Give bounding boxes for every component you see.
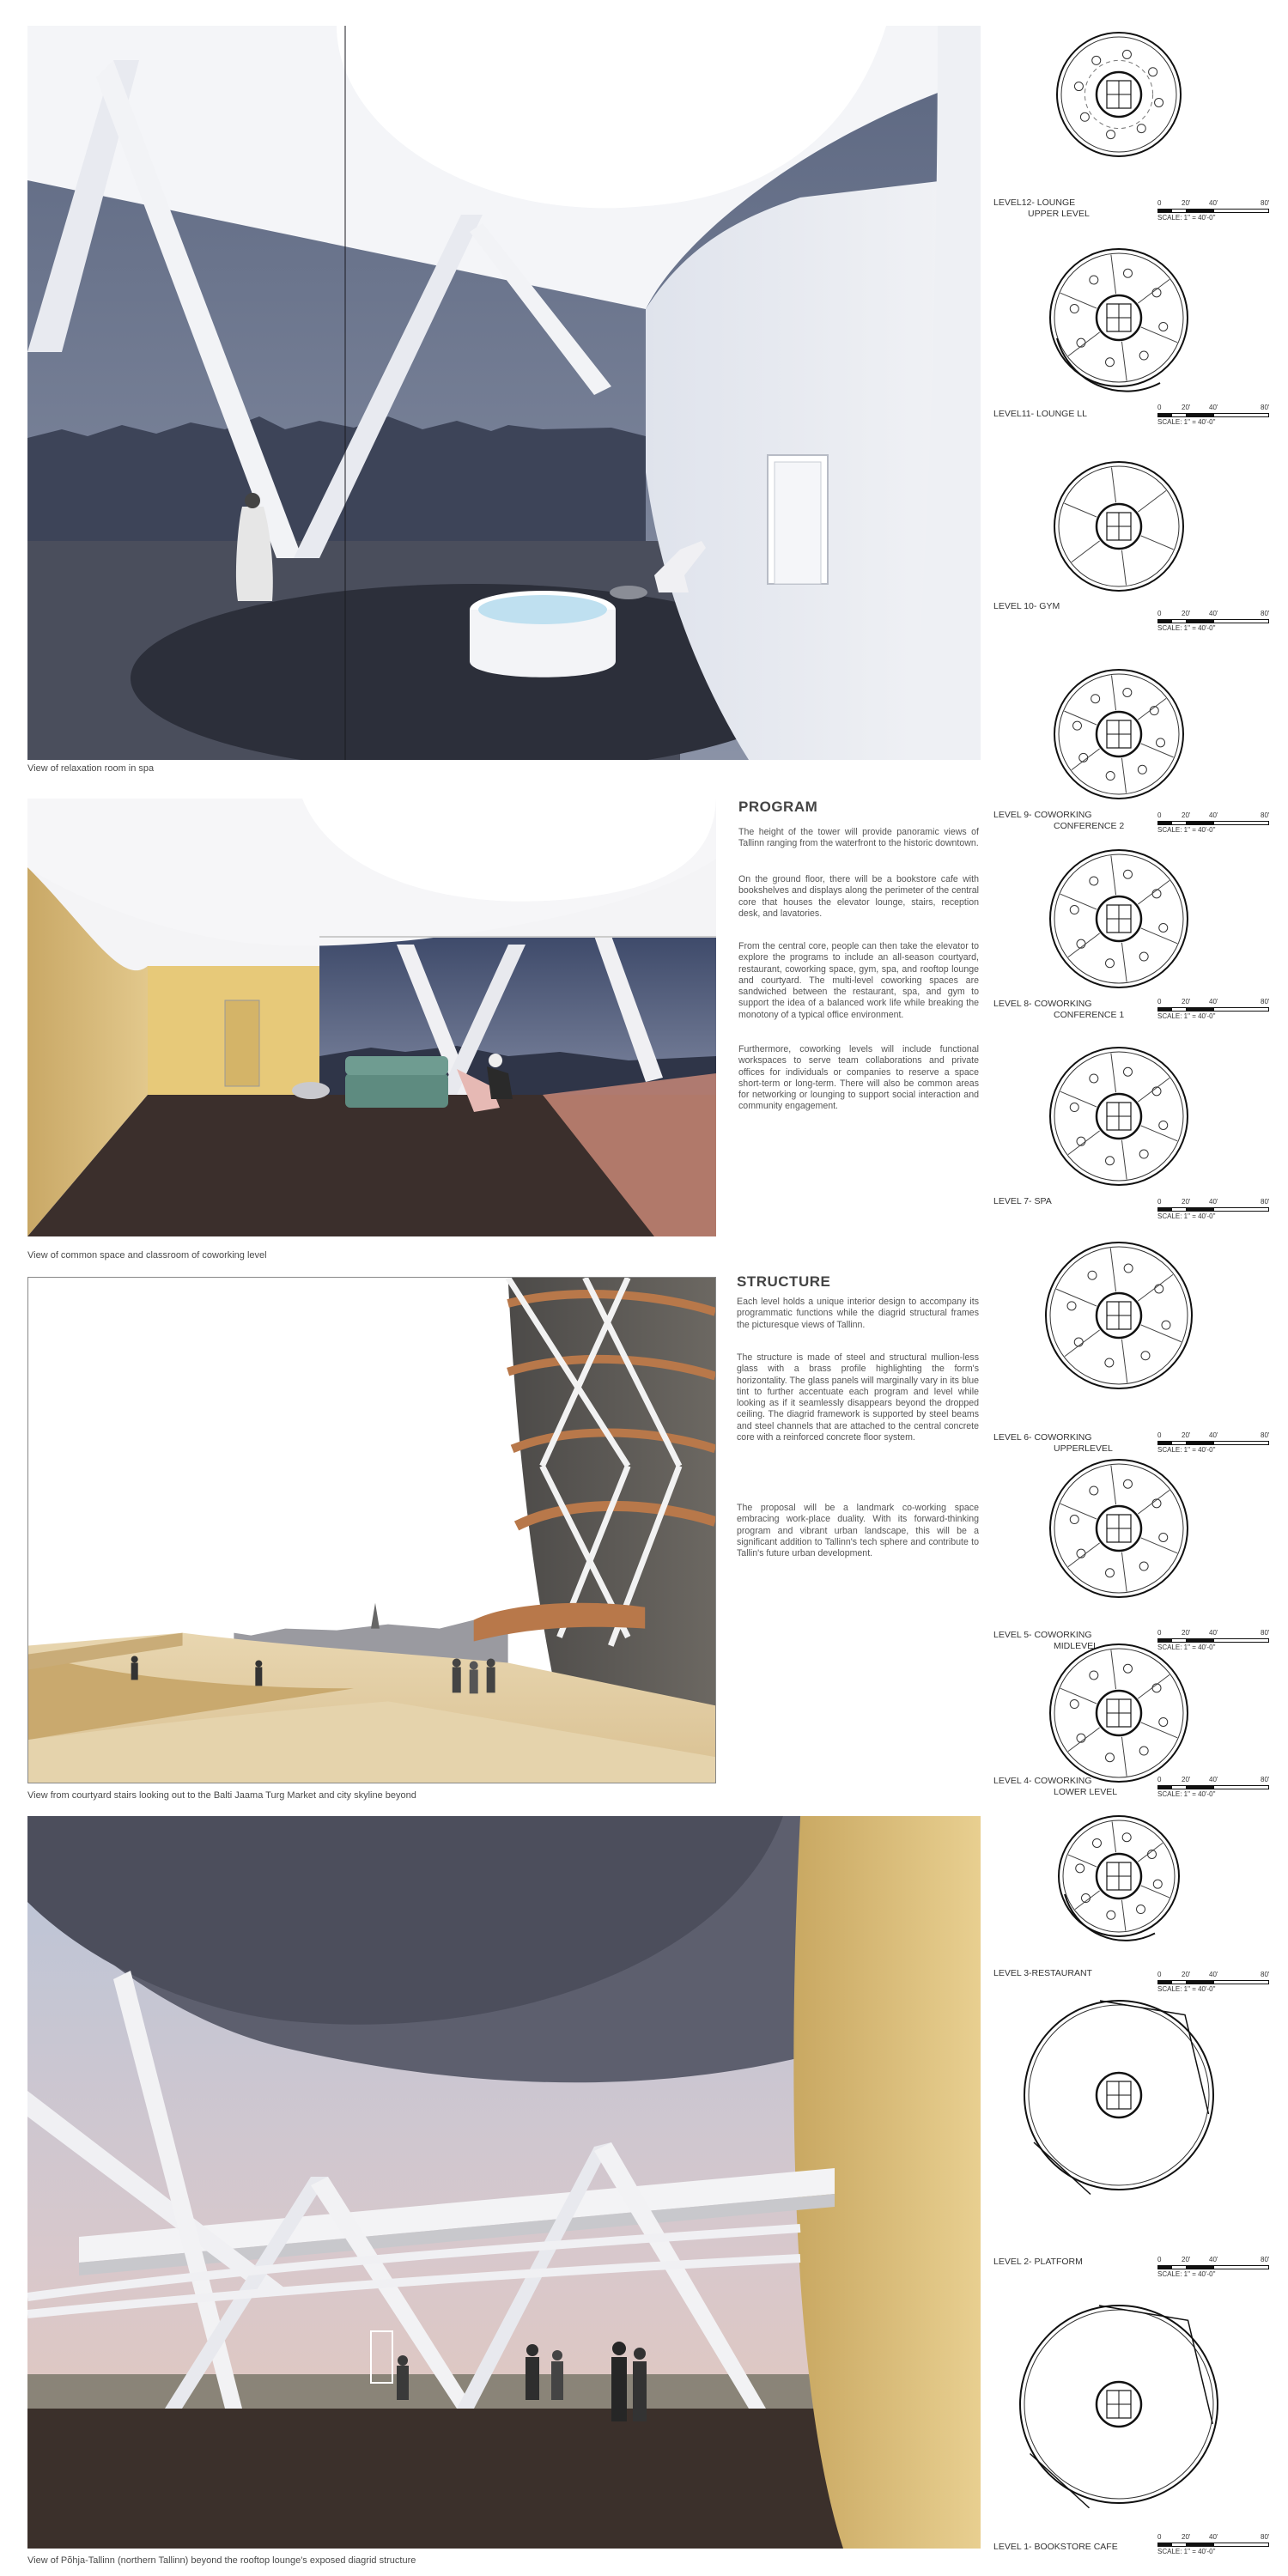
- floor-plan-label-line1: LEVEL11- LOUNGE LL: [993, 409, 1087, 419]
- scale-tick-label: 40': [1209, 811, 1218, 819]
- floor-plan-label-4: [993, 1776, 1117, 1798]
- scale-tick-label: 40': [1209, 1198, 1218, 1206]
- floor-plan-label-8: [993, 999, 1124, 1021]
- structure-paragraph-3: The proposal will be a landmark co-working space embracing work-place duality. With its forward-thinking program and vibrant urban landscape, this will be a significant addition to Tallinn's tech sphere and contribute to Tallin's future urban development.: [737, 1503, 979, 1559]
- scale-bar: [1157, 2533, 1269, 2555]
- program-heading: PROGRAM: [738, 799, 818, 815]
- scale-tick-label: 0: [1157, 811, 1162, 819]
- scale-bar: [1157, 610, 1269, 632]
- scale-bar-numbers: [1157, 1776, 1269, 1784]
- floor-plan-label-line1: LEVEL 2- PLATFORM: [993, 2257, 1083, 2267]
- scale-bar-numbers: [1157, 1431, 1269, 1440]
- scale-bar-text: SCALE: 1" = 40'-0": [1157, 826, 1216, 834]
- scale-bar-text: SCALE: 1" = 40'-0": [1157, 2548, 1216, 2555]
- scale-tick-label: 20': [1182, 1198, 1191, 1206]
- scale-bar-text: SCALE: 1" = 40'-0": [1157, 1790, 1216, 1798]
- floor-plan-label-line2: UPPER LEVEL: [1028, 209, 1090, 219]
- scale-tick-label: 20': [1182, 2256, 1191, 2263]
- scale-bar-numbers: [1157, 2533, 1269, 2542]
- floor-plan-label-9: [993, 810, 1124, 832]
- floor-plan-label-7: [993, 1196, 1052, 1207]
- floor-plan-drawing-11: [1033, 232, 1205, 404]
- scale-bar-text: SCALE: 1" = 40'-0": [1157, 418, 1216, 426]
- scale-tick-label: 20': [1182, 1629, 1191, 1637]
- floor-plan-label-line2: UPPERLEVEL: [1054, 1443, 1113, 1454]
- scale-bar-graphic: [1157, 821, 1269, 825]
- scale-tick-label: 40': [1209, 2533, 1218, 2541]
- scale-tick-label: 20': [1182, 404, 1191, 411]
- scale-tick-label: 0: [1157, 1776, 1162, 1783]
- scale-bar: [1157, 1776, 1269, 1798]
- scale-bar-numbers: [1157, 199, 1269, 208]
- floor-plan-label-line2: CONFERENCE 1: [1054, 1010, 1125, 1020]
- spa-render: [27, 26, 981, 760]
- scale-tick-label: 40': [1209, 1629, 1218, 1637]
- scale-bar: [1157, 811, 1269, 834]
- floor-plan-label-line1: LEVEL 8- COWORKING: [993, 999, 1092, 1009]
- scale-tick-label: 20': [1182, 811, 1191, 819]
- floor-plan-label-2: [993, 2257, 1083, 2268]
- courtyard-render: [27, 1277, 716, 1783]
- scale-bar-text: SCALE: 1" = 40'-0": [1157, 2270, 1216, 2278]
- floor-plan-label-line2: CONFERENCE 2: [1054, 821, 1125, 831]
- scale-tick-label: 0: [1157, 1198, 1162, 1206]
- courtyard-caption: View from courtyard stairs looking out to the Balti Jaama Turg Market and city skyline beyond: [27, 1790, 416, 1801]
- scale-tick-label: 0: [1157, 2256, 1162, 2263]
- floor-plan-label-3: [993, 1968, 1092, 1979]
- scale-tick-label: 0: [1157, 998, 1162, 1005]
- floor-plan-drawing-9: [1037, 653, 1200, 816]
- scale-bar-numbers: [1157, 610, 1269, 618]
- scale-bar-text: SCALE: 1" = 40'-0": [1157, 1985, 1216, 1993]
- scale-bar-text: SCALE: 1" = 40'-0": [1157, 624, 1216, 632]
- scale-bar-numbers: [1157, 404, 1269, 412]
- scale-bar: [1157, 404, 1269, 426]
- scale-tick-label: 0: [1157, 1431, 1162, 1439]
- floor-plan-drawing-12: [1040, 15, 1198, 173]
- scale-bar-numbers: [1157, 1971, 1269, 1979]
- floor-plan-label-line1: LEVEL 10- GYM: [993, 601, 1060, 611]
- floor-plan-label-line1: LEVEL 1- BOOKSTORE CAFE: [993, 2542, 1118, 2552]
- scale-tick-label: 40': [1209, 1971, 1218, 1978]
- scale-tick-label: 0: [1157, 610, 1162, 617]
- scale-tick-label: 80': [1261, 1431, 1270, 1439]
- floor-plan-label-1: [993, 2542, 1118, 2553]
- scale-tick-label: 20': [1182, 1971, 1191, 1978]
- program-paragraph-3: From the central core, people can then take the elevator to explore the programs to include an all-season courtyard, restaurant, coworking space, gym, spa, and rooftop lounge and courtyard. The multi-level coworking spaces are sandwiched between the restaurant, spa, and gym to support the idea of a balanced work life while breaking the monotony of a typical office environment.: [738, 941, 979, 1020]
- scale-bar-graphic: [1157, 2543, 1269, 2547]
- scale-bar-numbers: [1157, 1198, 1269, 1206]
- floor-plan-drawing-1: [1003, 2288, 1235, 2520]
- scale-tick-label: 0: [1157, 199, 1162, 207]
- rooftop-caption: View of Põhja-Tallinn (northern Tallinn) beyond the rooftop lounge's exposed diagrid structure: [27, 2555, 416, 2566]
- floor-plan-drawing-2: [1007, 1984, 1230, 2207]
- scale-bar-graphic: [1157, 1207, 1269, 1212]
- floor-plan-label-line1: LEVEL 3-RESTAURANT: [993, 1968, 1092, 1978]
- scale-bar: [1157, 2256, 1269, 2278]
- coworking-caption: View of common space and classroom of coworking level: [27, 1250, 267, 1261]
- scale-tick-label: 80': [1261, 811, 1270, 819]
- scale-tick-label: 40': [1209, 998, 1218, 1005]
- program-paragraph-4: Furthermore, coworking levels will include functional workspaces to serve team collaborations and private offices for individuals or companies to reserve a space short-term or long-term. There will also be common areas for networking or lounging to support social interaction and community engagement.: [738, 1044, 979, 1112]
- floor-plan-label-line2: LOWER LEVEL: [1054, 1787, 1118, 1797]
- scale-tick-label: 80': [1261, 1971, 1270, 1978]
- floor-plan-label-12: [993, 197, 1090, 220]
- scale-bar-graphic: [1157, 1785, 1269, 1789]
- floor-plan-label-11: [993, 409, 1087, 420]
- scale-tick-label: 80': [1261, 1629, 1270, 1637]
- scale-tick-label: 20': [1182, 998, 1191, 1005]
- floor-plan-label-line1: LEVEL 6- COWORKING: [993, 1432, 1092, 1443]
- scale-tick-label: 20': [1182, 199, 1191, 207]
- structure-paragraph-1: Each level holds a unique interior design to accompany its programmatic functions while the diagrid structural frames the picturesque views of Tallinn.: [737, 1297, 979, 1330]
- scale-tick-label: 80': [1261, 998, 1270, 1005]
- floor-plan-drawing-5: [1033, 1443, 1205, 1614]
- program-paragraph-1: The height of the tower will provide panoramic views of Tallinn ranging from the waterfront to the historic downtown.: [738, 827, 979, 849]
- coworking-render: [27, 799, 716, 1236]
- scale-tick-label: 40': [1209, 610, 1218, 617]
- scale-bar-numbers: [1157, 998, 1269, 1006]
- scale-tick-label: 80': [1261, 1198, 1270, 1206]
- structure-heading: STRUCTURE: [737, 1273, 831, 1290]
- scale-bar-graphic: [1157, 413, 1269, 417]
- floor-plan-drawing-8: [1033, 833, 1205, 1005]
- scale-tick-label: 40': [1209, 1431, 1218, 1439]
- floor-plan-drawing-4: [1033, 1627, 1205, 1799]
- scale-tick-label: 40': [1209, 2256, 1218, 2263]
- floor-plan-drawing-7: [1033, 1030, 1205, 1202]
- scale-bar-text: SCALE: 1" = 40'-0": [1157, 1446, 1216, 1454]
- scale-bar-graphic: [1157, 2265, 1269, 2269]
- floor-plan-label-line1: LEVEL12- LOUNGE: [993, 197, 1076, 208]
- scale-bar: [1157, 998, 1269, 1020]
- floor-plan-label-line2: MIDLEVEL: [1054, 1641, 1098, 1651]
- scale-bar-numbers: [1157, 2256, 1269, 2264]
- scale-bar-text: SCALE: 1" = 40'-0": [1157, 1212, 1216, 1220]
- scale-tick-label: 80': [1261, 404, 1270, 411]
- scale-tick-label: 20': [1182, 1776, 1191, 1783]
- scale-bar-graphic: [1157, 619, 1269, 623]
- scale-tick-label: 80': [1261, 2533, 1270, 2541]
- scale-bar-text: SCALE: 1" = 40'-0": [1157, 1012, 1216, 1020]
- scale-tick-label: 20': [1182, 610, 1191, 617]
- scale-bar-text: SCALE: 1" = 40'-0": [1157, 214, 1216, 222]
- scale-bar-numbers: [1157, 811, 1269, 820]
- scale-tick-label: 0: [1157, 1971, 1162, 1978]
- scale-tick-label: 40': [1209, 199, 1218, 207]
- scale-tick-label: 20': [1182, 1431, 1191, 1439]
- floor-plan-label-line1: LEVEL 5- COWORKING: [993, 1630, 1092, 1640]
- floor-plan-drawing-6: [1029, 1225, 1209, 1406]
- scale-bar-graphic: [1157, 209, 1269, 213]
- scale-tick-label: 0: [1157, 2533, 1162, 2541]
- scale-tick-label: 80': [1261, 199, 1270, 207]
- floor-plan-drawing-3: [1042, 1799, 1196, 1953]
- spa-caption: View of relaxation room in spa: [27, 763, 155, 774]
- scale-tick-label: 40': [1209, 1776, 1218, 1783]
- floor-plan-label-line1: LEVEL 7- SPA: [993, 1196, 1052, 1206]
- scale-tick-label: 80': [1261, 1776, 1270, 1783]
- scale-bar: [1157, 1198, 1269, 1220]
- scale-bar-text: SCALE: 1" = 40'-0": [1157, 1643, 1216, 1651]
- floor-plan-label-10: [993, 601, 1060, 612]
- scale-tick-label: 0: [1157, 404, 1162, 411]
- program-paragraph-2: On the ground floor, there will be a bookstore cafe with bookshelves and displays along the perimeter of the central core that houses the elevator lounge, stairs, reception desk, and lavatories.: [738, 874, 979, 919]
- floor-plan-label-line1: LEVEL 4- COWORKING: [993, 1776, 1092, 1786]
- scale-bar-graphic: [1157, 1007, 1269, 1012]
- scale-tick-label: 0: [1157, 1629, 1162, 1637]
- floor-plan-label-line1: LEVEL 9- COWORKING: [993, 810, 1092, 820]
- scale-tick-label: 80': [1261, 2256, 1270, 2263]
- scale-tick-label: 40': [1209, 404, 1218, 411]
- rooftop-render: [27, 1816, 981, 2549]
- scale-tick-label: 80': [1261, 610, 1270, 617]
- floor-plan-drawing-10: [1037, 445, 1200, 608]
- scale-tick-label: 20': [1182, 2533, 1191, 2541]
- structure-paragraph-2: The structure is made of steel and structural mullion-less glass with a brass profile highlighting the form's horizontality. The glass panels will marginally vary in its blue tint to further accentuate each program and level while looking as if it seamlessly disappears beyond the dropped ceiling. The diagrid framework is supported by steel beams and steel channels that are attached to the central concrete core with a reinforced concrete floor system.: [737, 1352, 979, 1443]
- scale-bar: [1157, 199, 1269, 222]
